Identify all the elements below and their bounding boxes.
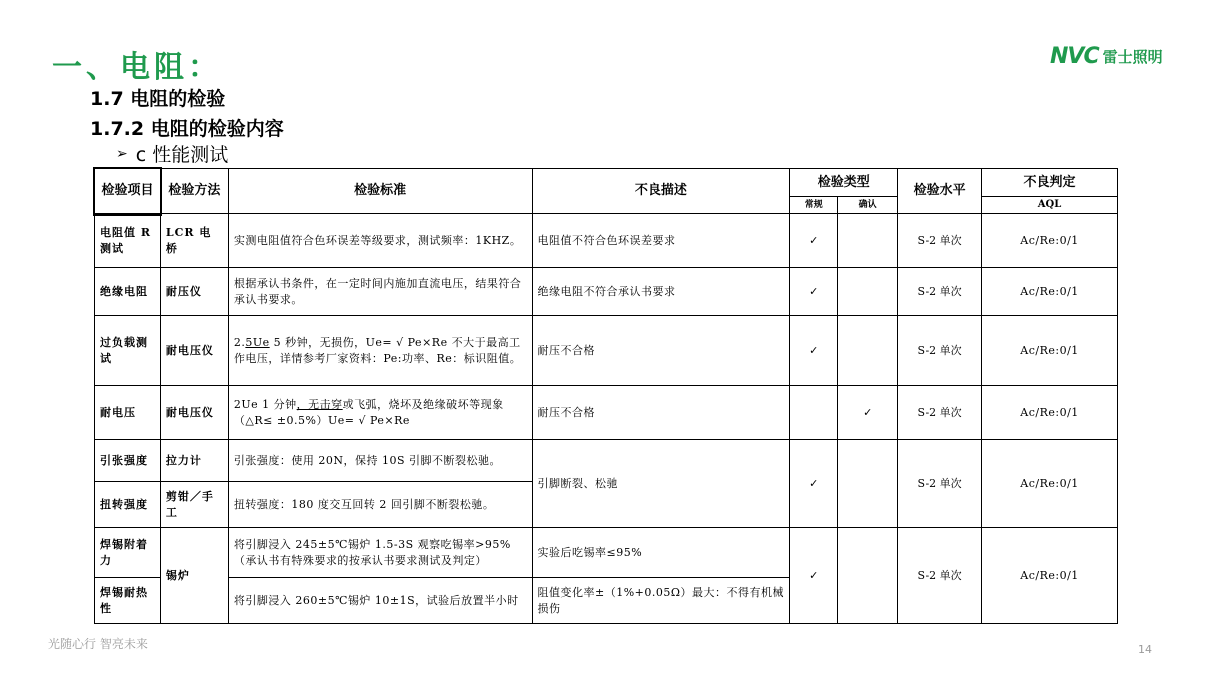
slide-title: 一、电阻： (52, 50, 222, 85)
inspection-table (94, 168, 1118, 624)
cell-method: 锡炉 (160, 528, 228, 624)
standard-part: 2. (233, 335, 246, 349)
cell-confirm (838, 268, 898, 316)
cell-normal: ✓ (790, 528, 838, 624)
cell-normal: ✓ (790, 268, 838, 316)
header-judge: 不良判定 (982, 169, 1118, 197)
footer-slogan: 光随心行 智亮未来 (48, 637, 148, 651)
cell-item: 绝缘电阻 (95, 268, 161, 316)
cell-defect: 电阻值不符合色环误差要求 (532, 214, 790, 268)
table-row (95, 528, 1118, 578)
cell-defect: 耐压不合格 (532, 386, 790, 440)
cell-method: 耐电压仪 (160, 316, 228, 386)
cell-normal: ✓ (790, 440, 838, 528)
cell-defect: 绝缘电阻不符合承认书要求 (532, 268, 790, 316)
cell-item: 焊锡耐热性 (95, 578, 161, 624)
cell-standard: 将引脚浸入 245±5℃锡炉 1.5-3S 观察吃锡率>95%（承认书有特殊要求的按承认书要求测试及判定） (228, 528, 532, 578)
table-row (95, 386, 1118, 440)
header-item: 检验项目 (95, 169, 161, 214)
cell-confirm (838, 528, 898, 624)
header-standard: 检验标准 (228, 169, 532, 214)
cell-confirm (838, 214, 898, 268)
header-defect: 不良描述 (532, 169, 790, 214)
table-row (95, 214, 1118, 268)
page-number: 14 (1138, 643, 1152, 656)
cell-item: 焊锡附着力 (95, 528, 161, 578)
cell-defect: 引脚断裂、松驰 (532, 440, 790, 528)
standard-underlined: 5Ue (245, 335, 270, 349)
cell-method: 耐电压仪 (160, 386, 228, 440)
bullet-text: c 性能测试 (135, 144, 229, 166)
section-heading: 1.7 电阻的检验 (90, 88, 226, 110)
cell-standard: 根据承认书条件，在一定时间内施加直流电压，结果符合承认书要求。 (228, 268, 532, 316)
logo-text: 雷士照明 (1102, 48, 1163, 66)
cell-level: S-2 单次 (898, 214, 982, 268)
cell-standard: 实测电阻值符合色环误差等级要求，测试频率：1KHZ。 (228, 214, 532, 268)
cell-normal (790, 386, 838, 440)
brand-logo (1050, 44, 1163, 69)
cell-confirm (838, 440, 898, 528)
header-level: 检验水平 (898, 169, 982, 214)
cell-item: 引张强度 (95, 440, 161, 482)
cell-defect: 实验后吃锡率≤95% (532, 528, 790, 578)
header-type: 检验类型 (790, 169, 898, 197)
standard-part: 或飞弧，烧坏及绝缘破坏等现象（△R≤ ±0.5%）Ue= √ Pe×Re (233, 397, 504, 427)
cell-item: 耐电压 (95, 386, 161, 440)
table-row (95, 316, 1118, 386)
cell-method: 耐压仪 (160, 268, 228, 316)
cell-standard: 引张强度：使用 20N，保持 10S 引脚不断裂松驰。 (228, 440, 532, 482)
cell-item: 扭转强度 (95, 482, 161, 528)
header-method: 检验方法 (160, 169, 228, 214)
bullet-item (116, 140, 228, 167)
cell-method: 剪钳／手工 (160, 482, 228, 528)
cell-level: S-2 单次 (898, 440, 982, 528)
header-aql: AQL (982, 197, 1118, 214)
cell-item: 电阻值 R 测试 (95, 214, 161, 268)
cell-level: S-2 单次 (898, 528, 982, 624)
cell-aql: Ac/Re:0/1 (982, 528, 1118, 624)
header-type-confirm: 确认 (838, 197, 898, 214)
cell-level: S-2 单次 (898, 268, 982, 316)
cell-method: 拉力计 (160, 440, 228, 482)
cell-aql: Ac/Re:0/1 (982, 386, 1118, 440)
arrow-bullet-icon: ➢ (116, 145, 128, 162)
cell-standard: 将引脚浸入 260±5℃锡炉 10±1S，试验后放置半小时 (228, 578, 532, 624)
cell-level: S-2 单次 (898, 316, 982, 386)
header-type-normal: 常规 (790, 197, 838, 214)
cell-level: S-2 单次 (898, 386, 982, 440)
cell-aql: Ac/Re:0/1 (982, 268, 1118, 316)
logo-mark: NVC (1050, 44, 1099, 69)
cell-confirm (838, 316, 898, 386)
table-row (95, 440, 1118, 482)
standard-part: 5 秒钟，无损伤，Ue= √ Pe×Re 不大于最高工作电压，详情参考厂家资料：Pe:功率、Re：标识阻值。 (233, 335, 522, 365)
standard-underlined: ，无击穿 (296, 397, 343, 411)
cell-standard (228, 386, 532, 440)
cell-aql: Ac/Re:0/1 (982, 440, 1118, 528)
cell-standard (228, 316, 532, 386)
cell-defect: 耐压不合格 (532, 316, 790, 386)
cell-normal: ✓ (790, 316, 838, 386)
subsection-heading: 1.7.2 电阻的检验内容 (90, 118, 284, 140)
standard-part: 2Ue 1 分钟 (233, 397, 297, 411)
cell-confirm: ✓ (838, 386, 898, 440)
cell-aql: Ac/Re:0/1 (982, 316, 1118, 386)
cell-standard: 扭转强度：180 度交互回转 2 回引脚不断裂松驰。 (228, 482, 532, 528)
cell-normal: ✓ (790, 214, 838, 268)
table-row (95, 268, 1118, 316)
cell-defect: 阻值变化率±（1%+0.05Ω）最大：不得有机械损伤 (532, 578, 790, 624)
cell-item: 过负载测试 (95, 316, 161, 386)
cell-method: LCR 电桥 (160, 214, 228, 268)
cell-aql: Ac/Re:0/1 (982, 214, 1118, 268)
